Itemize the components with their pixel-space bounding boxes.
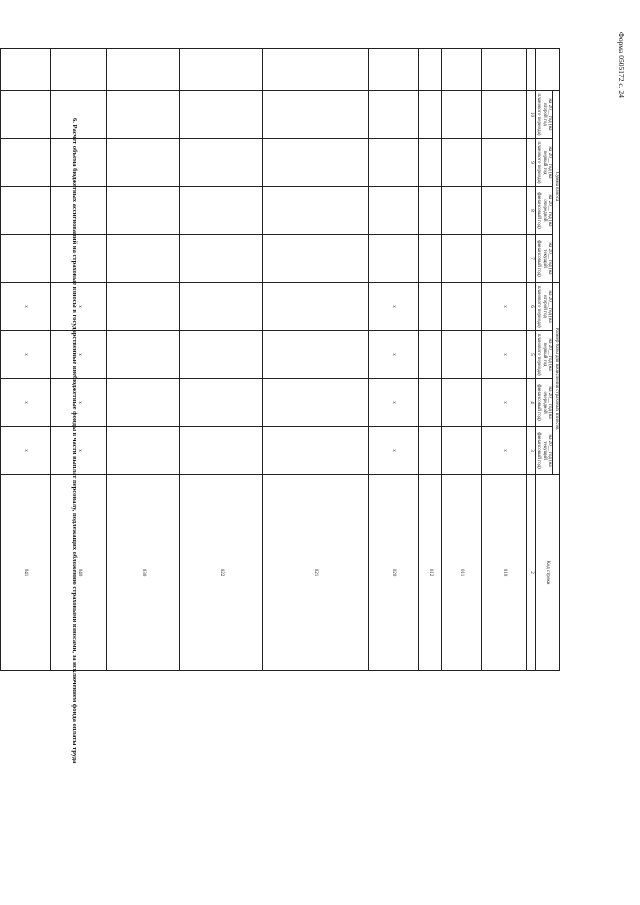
base-cell xyxy=(442,331,482,379)
sum-cell xyxy=(369,235,420,283)
table-body xyxy=(0,49,560,671)
table-row xyxy=(442,49,482,671)
base-cell: x xyxy=(1,283,52,331)
row-code: 020 xyxy=(369,475,420,671)
sum-cell xyxy=(419,235,442,283)
row-spacer xyxy=(419,49,442,91)
contributions-table xyxy=(0,48,560,671)
sum-cell xyxy=(369,187,420,235)
column-number: 5 xyxy=(527,331,536,379)
row-code: 011 xyxy=(442,475,482,671)
form-number: Форма 0505172 с. 24 xyxy=(617,32,626,98)
sum-cell xyxy=(419,139,442,187)
header-period: на 20__ год (на очередной финансовый год) xyxy=(536,379,554,427)
sum-cell xyxy=(419,91,442,139)
base-cell xyxy=(419,283,442,331)
table-row xyxy=(482,49,527,671)
table-row xyxy=(107,49,180,671)
row-spacer xyxy=(51,49,107,91)
sum-cell xyxy=(51,139,107,187)
header-period: на 20__ год (на первый год планового периода) xyxy=(536,331,554,379)
base-cell xyxy=(263,283,369,331)
base-cell xyxy=(0,379,1,427)
base-cell xyxy=(107,331,180,379)
base-cell: x xyxy=(51,427,107,475)
sum-cell xyxy=(1,139,52,187)
base-cell xyxy=(419,427,442,475)
table-row xyxy=(1,49,52,671)
header-code: Код строки xyxy=(536,475,560,671)
base-cell: x xyxy=(369,331,420,379)
base-cell xyxy=(0,427,1,475)
base-cell: x xyxy=(482,427,527,475)
sum-cell xyxy=(180,139,264,187)
sum-cell xyxy=(1,235,52,283)
sum-cell xyxy=(263,139,369,187)
sum-cell xyxy=(180,235,264,283)
row-spacer xyxy=(482,49,527,91)
sum-cell xyxy=(442,235,482,283)
sum-cell xyxy=(263,91,369,139)
base-cell: x xyxy=(369,427,420,475)
row-spacer xyxy=(442,49,482,91)
row-code: 041 xyxy=(1,475,52,671)
row-spacer xyxy=(107,49,180,91)
base-cell: x xyxy=(369,379,420,427)
row-spacer xyxy=(1,49,52,91)
sum-cell xyxy=(0,235,1,283)
sum-cell xyxy=(51,187,107,235)
sum-cell xyxy=(442,139,482,187)
sum-cell xyxy=(482,235,527,283)
base-cell xyxy=(180,283,264,331)
column-number: 2 xyxy=(527,475,536,671)
header-sum-group: Сумма взноса xyxy=(553,91,560,283)
sum-cell xyxy=(482,187,527,235)
column-number: 8 xyxy=(527,187,536,235)
base-cell: x xyxy=(1,379,52,427)
header-base-group: Размер базы для начисления страховых взносов xyxy=(553,283,560,475)
col-number-spacer xyxy=(527,49,536,91)
column-number: 4 xyxy=(527,379,536,427)
base-cell xyxy=(442,427,482,475)
sum-cell xyxy=(0,187,1,235)
base-cell: x xyxy=(482,331,527,379)
row-code: 021 xyxy=(263,475,369,671)
table-row xyxy=(51,49,107,671)
base-cell: x xyxy=(51,331,107,379)
row-spacer xyxy=(263,49,369,91)
table-title: 6. Расчет объема бюджетных ассигнований на страховые взносы в государственные внебюджетные фонды в части выплат персоналу, подлежащих обложению страховыми взносами, за исключением фонда оплаты труда xyxy=(71,118,78,764)
base-cell: x xyxy=(1,331,52,379)
base-cell xyxy=(180,427,264,475)
column-number: 3 xyxy=(527,427,536,475)
base-cell xyxy=(0,331,1,379)
column-numbers-row xyxy=(527,49,536,671)
column-number: 6 xyxy=(527,283,536,331)
row-spacer xyxy=(0,49,1,91)
table-row xyxy=(0,49,1,671)
base-cell xyxy=(263,331,369,379)
header-period: на 20__ год (на очередной финансовый год) xyxy=(536,187,554,235)
sum-cell xyxy=(482,91,527,139)
header-period: на 20__ год (на первый год планового периода) xyxy=(536,139,554,187)
row-code: 040 xyxy=(51,475,107,671)
base-cell xyxy=(263,379,369,427)
base-cell xyxy=(107,283,180,331)
base-cell: x xyxy=(482,283,527,331)
row-code: 022 xyxy=(180,475,264,671)
base-cell xyxy=(419,331,442,379)
base-cell: x xyxy=(51,379,107,427)
sum-cell xyxy=(107,91,180,139)
sum-cell xyxy=(107,235,180,283)
base-cell xyxy=(107,427,180,475)
sum-cell xyxy=(0,139,1,187)
column-number: 9 xyxy=(527,139,536,187)
table-row xyxy=(263,49,369,671)
base-cell xyxy=(263,427,369,475)
row-code: 030 xyxy=(107,475,180,671)
base-cell xyxy=(107,379,180,427)
header-period: на 20__ год (на второй год планового периода) xyxy=(536,283,554,331)
sum-cell xyxy=(180,91,264,139)
base-cell xyxy=(180,379,264,427)
header-period: на 20__ год (на второй год планового периода) xyxy=(536,91,554,139)
sum-cell xyxy=(0,91,1,139)
column-number: 7 xyxy=(527,235,536,283)
base-cell: x xyxy=(1,427,52,475)
row-spacer xyxy=(180,49,264,91)
sum-cell xyxy=(1,187,52,235)
sum-cell xyxy=(419,187,442,235)
column-number: 10 xyxy=(527,91,536,139)
sum-cell xyxy=(1,91,52,139)
sum-cell xyxy=(442,91,482,139)
sum-cell xyxy=(51,91,107,139)
base-cell xyxy=(180,331,264,379)
row-spacer xyxy=(369,49,420,91)
sum-cell xyxy=(482,139,527,187)
base-cell: x xyxy=(369,283,420,331)
header-period: на 20__ год (на текущий финансовый год) xyxy=(536,235,554,283)
header-period: на 20__ год (на текущий финансовый год) xyxy=(536,427,554,475)
sum-cell xyxy=(51,235,107,283)
base-cell: x xyxy=(482,379,527,427)
base-cell xyxy=(442,283,482,331)
table-row xyxy=(419,49,442,671)
sum-cell xyxy=(180,187,264,235)
sum-cell xyxy=(107,139,180,187)
row-code: 012 xyxy=(419,475,442,671)
sum-cell xyxy=(263,187,369,235)
base-cell xyxy=(419,379,442,427)
table-row xyxy=(369,49,420,671)
row-code xyxy=(0,475,1,671)
sum-cell xyxy=(263,235,369,283)
sum-cell xyxy=(107,187,180,235)
row-code: 010 xyxy=(482,475,527,671)
base-cell: x xyxy=(51,283,107,331)
sum-cell xyxy=(369,139,420,187)
base-cell xyxy=(0,283,1,331)
header-row-groups xyxy=(553,49,560,671)
base-cell xyxy=(442,379,482,427)
table-row xyxy=(180,49,264,671)
header-spacer xyxy=(536,49,560,91)
sum-cell xyxy=(369,91,420,139)
sum-cell xyxy=(442,187,482,235)
